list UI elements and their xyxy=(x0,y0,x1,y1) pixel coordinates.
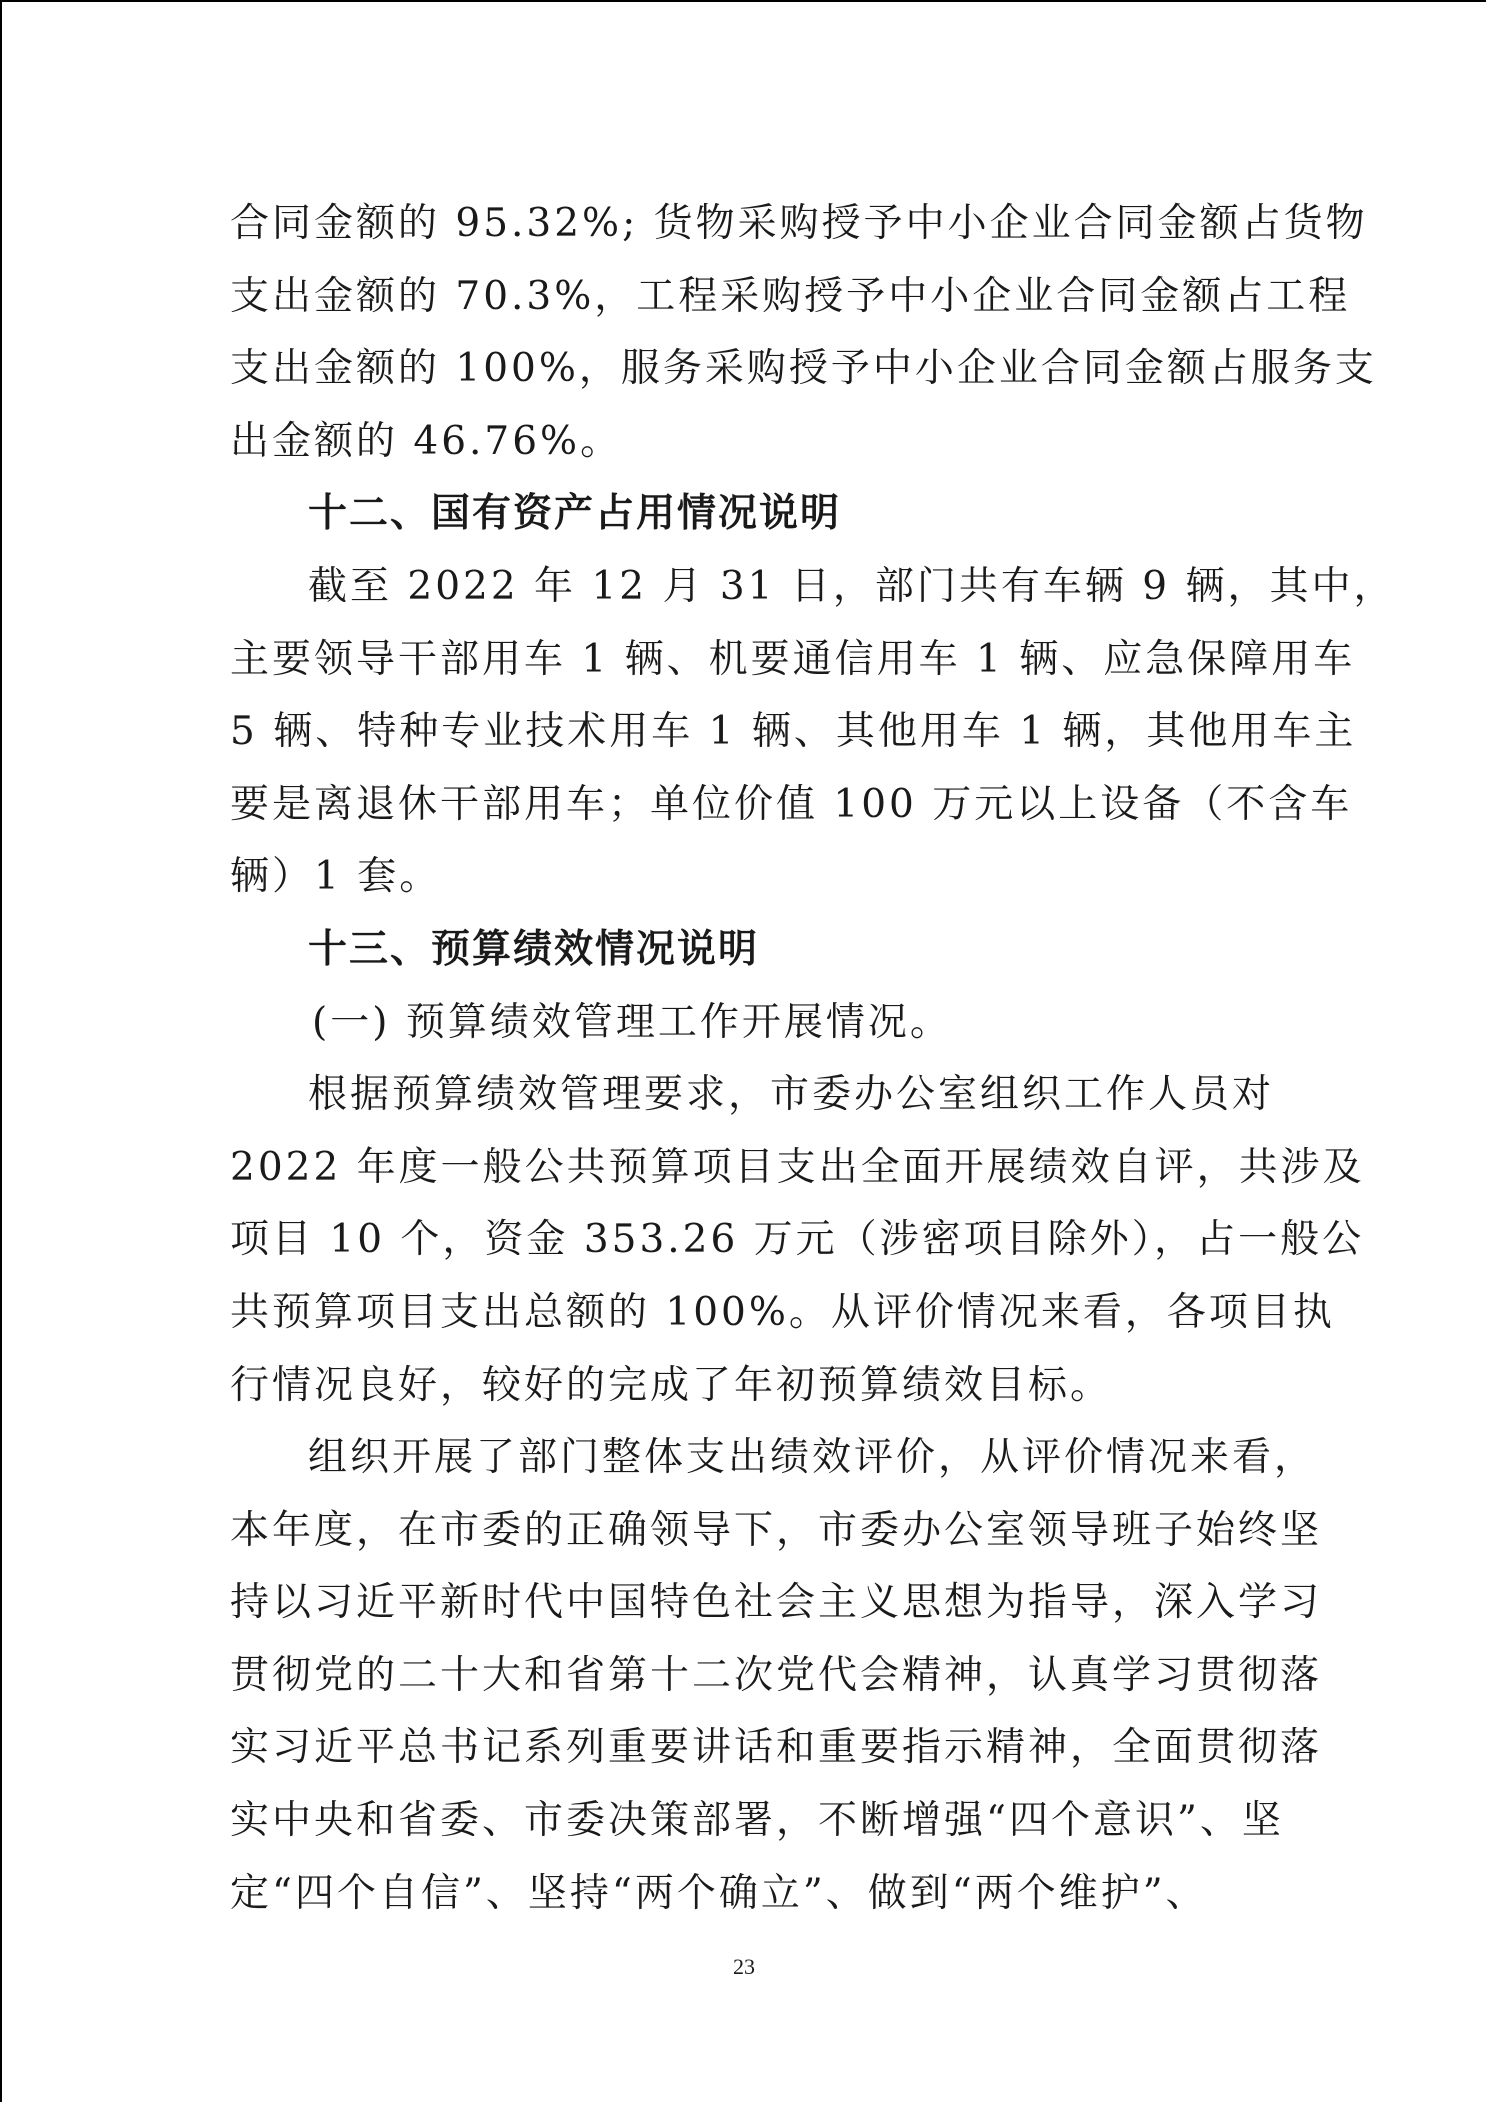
text-line: 主要领导干部用车 1 辆、机要通信用车 1 辆、应急保障用车 xyxy=(230,636,1356,682)
subsection-heading: (一) 预算绩效管理工作开展情况。 xyxy=(312,999,952,1045)
paragraph-start: 根据预算绩效管理要求，市委办公室组织工作人员对 xyxy=(308,1072,1275,1118)
document-body xyxy=(230,188,1396,1930)
text-line: 2022 年度一般公共预算项目支出全面开展绩效自评，共涉及 xyxy=(230,1144,1365,1190)
text-line: 项目 10 个，资金 353.26 万元（涉密项目除外），占一般公 xyxy=(230,1217,1365,1263)
text-line: 本年度，在市委的正确领导下，市委办公室领导班子始终坚 xyxy=(230,1507,1323,1553)
text-line: 合同金额的 95.32%; 货物采购授予中小企业合同金额占货物 xyxy=(230,201,1368,246)
text-line: 支出金额的 100%，服务采购授予中小企业合同金额占服务支 xyxy=(230,346,1377,392)
text-line: 贯彻党的二十大和省第十二次党代会精神，认真学习贯彻落 xyxy=(230,1652,1323,1698)
section-heading: 十二、国有资产占用情况说明 xyxy=(308,491,842,537)
text-line: 辆）1 套。 xyxy=(230,854,442,900)
text-line: 实中央和省委、市委决策部署，不断增强“四个意识”、坚 xyxy=(230,1798,1284,1844)
text-line: 持以习近平新时代中国特色社会主义思想为指导，深入学习 xyxy=(230,1580,1323,1626)
paragraph-start: 截至 2022 年 12 月 31 日，部门共有车辆 9 辆，其中， xyxy=(308,563,1396,609)
text-line: 出金额的 46.76%。 xyxy=(230,418,623,464)
text-line: 支出金额的 70.3%，工程采购授予中小企业合同金额占工程 xyxy=(230,273,1351,319)
text-line: 要是离退休干部用车；单位价值 100 万元以上设备（不含车 xyxy=(230,781,1353,827)
text-line: 定“四个自信”、坚持“两个确立”、做到“两个维护”、 xyxy=(230,1870,1208,1916)
page-number: 23 xyxy=(733,1954,755,1979)
text-line: 实习近平总书记系列重要讲话和重要指示精神，全面贯彻落 xyxy=(230,1725,1323,1771)
section-heading: 十三、预算绩效情况说明 xyxy=(308,926,760,972)
text-line: 行情况良好，较好的完成了年初预算绩效目标。 xyxy=(230,1362,1113,1408)
paragraph-start: 组织开展了部门整体支出绩效评价，从评价情况来看， xyxy=(308,1435,1317,1481)
text-line: 共预算项目支出总额的 100%。从评价情况来看，各项目执 xyxy=(230,1289,1335,1335)
text-line: 5 辆、特种专业技术用车 1 辆、其他用车 1 辆，其他用车主 xyxy=(230,709,1357,755)
